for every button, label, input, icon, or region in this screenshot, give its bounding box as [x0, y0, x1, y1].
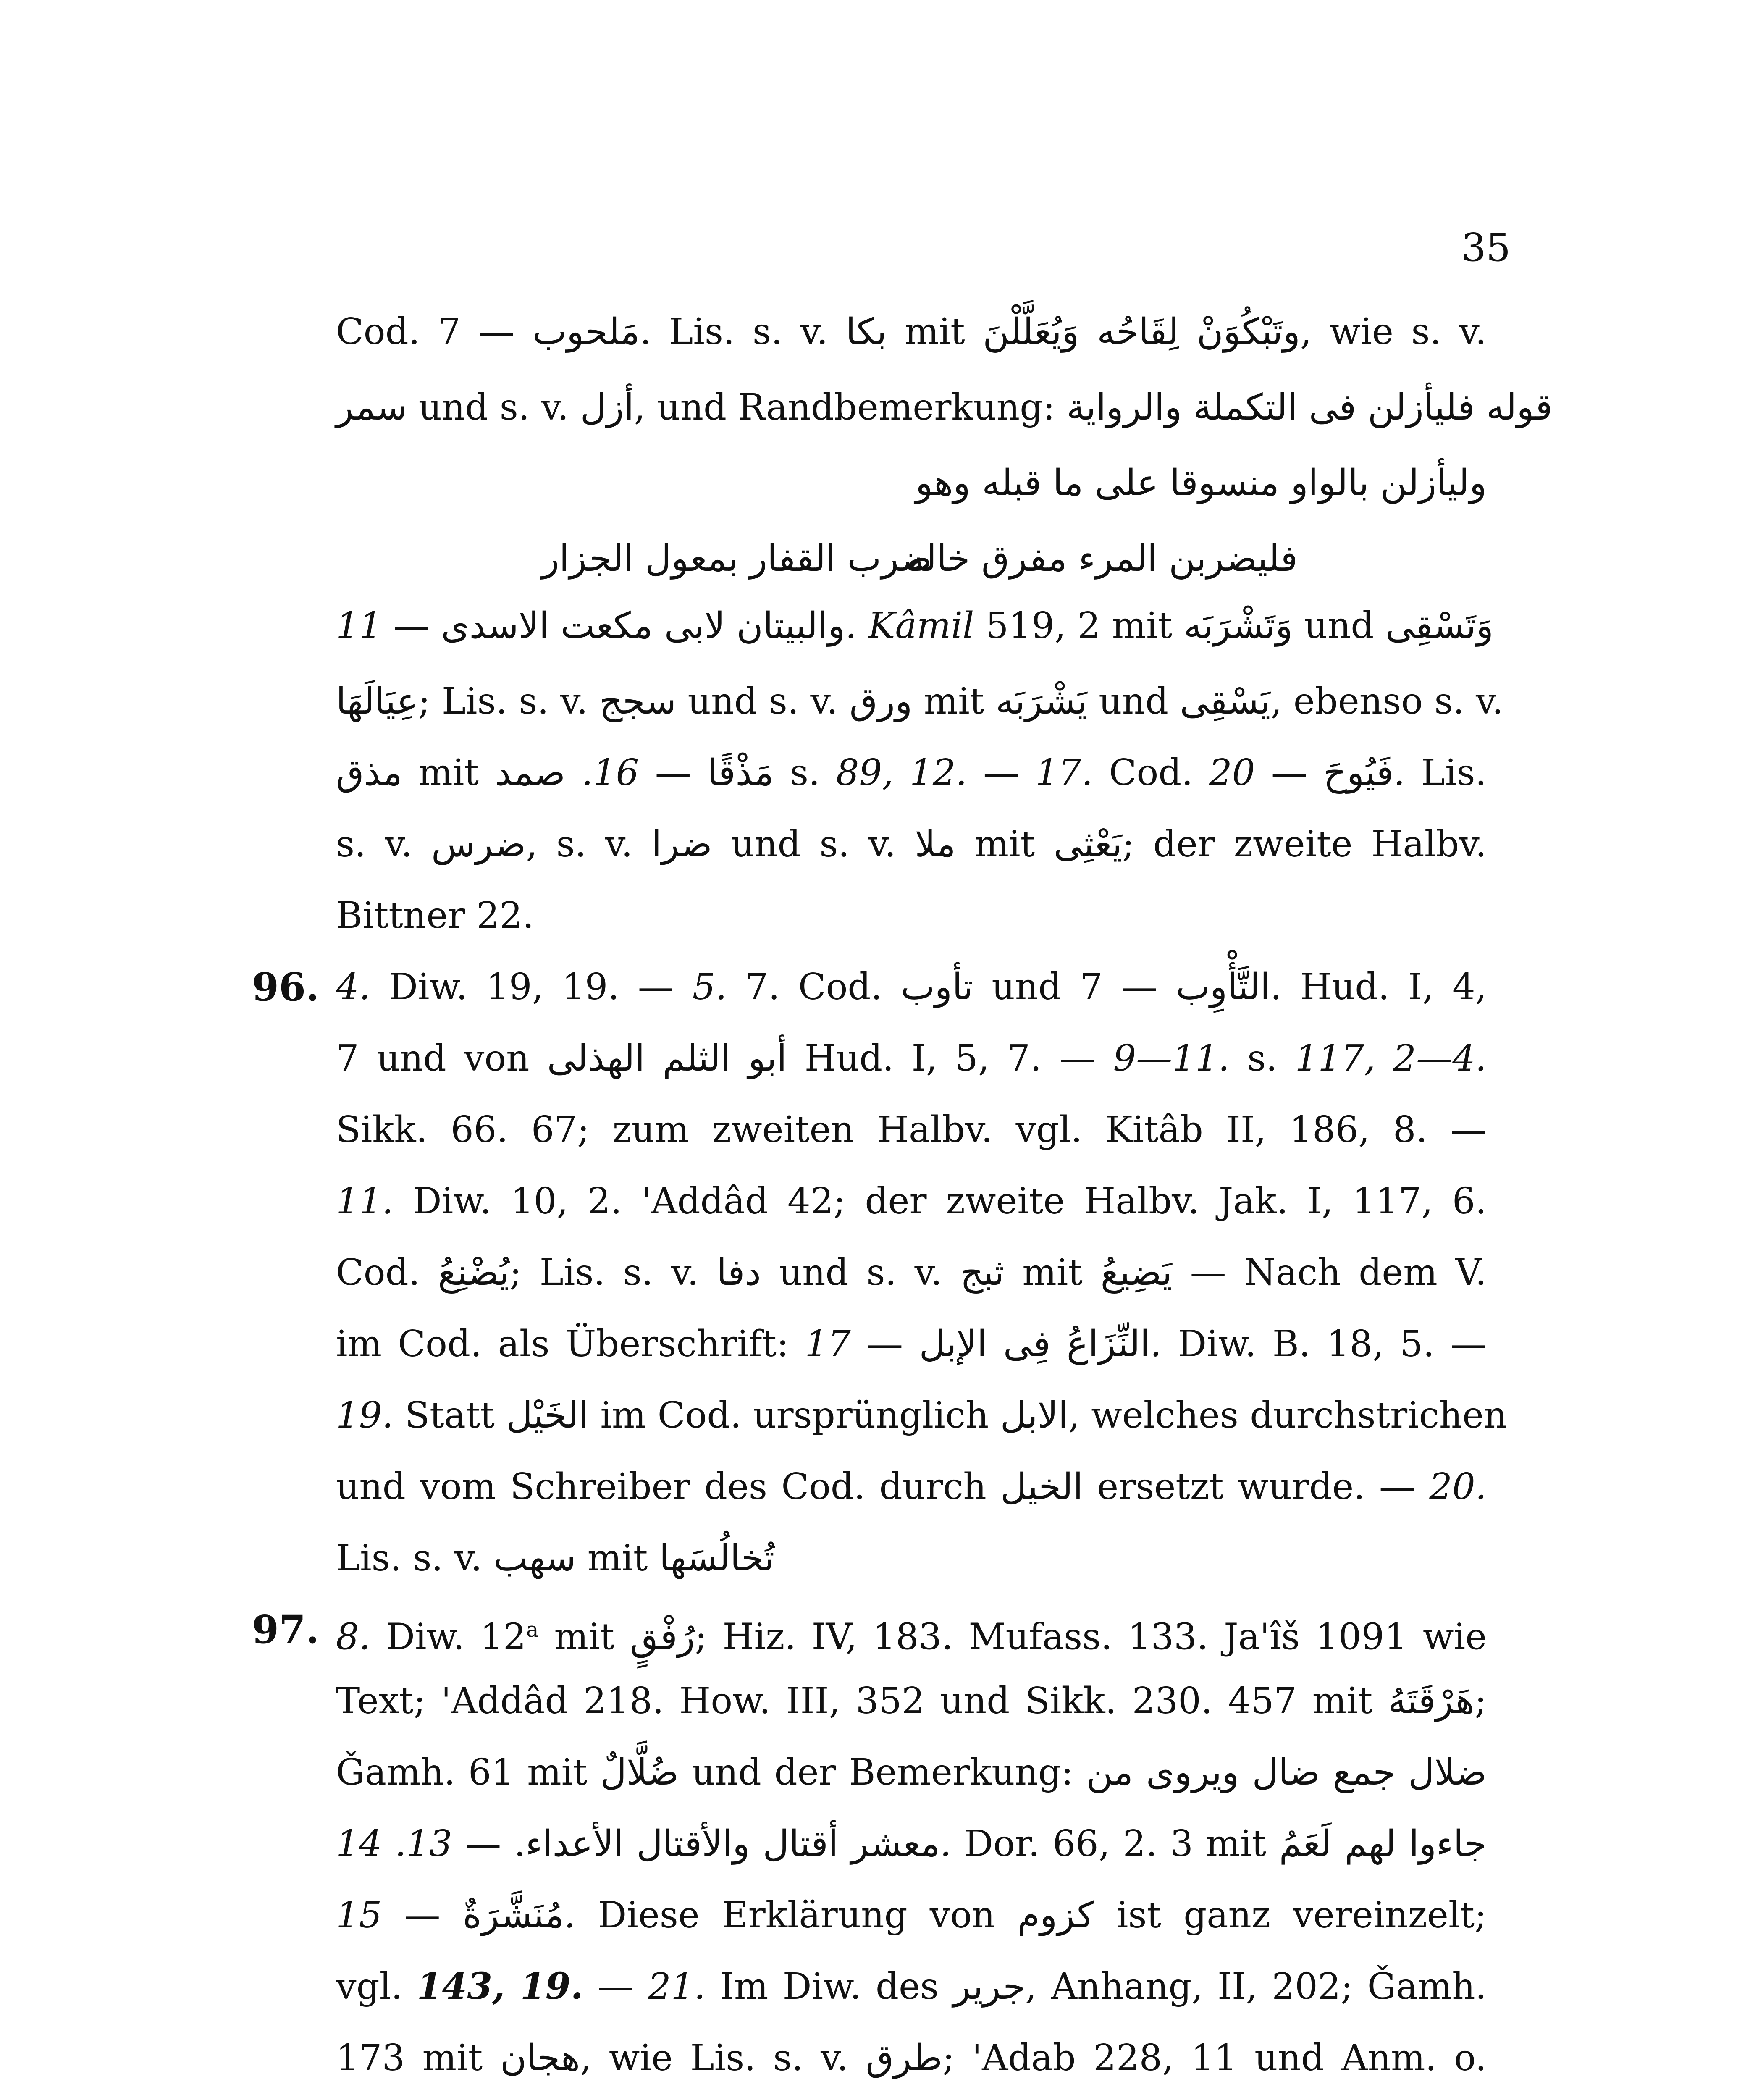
arabic-text: أزل	[580, 386, 634, 428]
arabic-text: يَشْرَبَه	[995, 680, 1087, 722]
arabic-text: ثبج	[960, 1252, 1005, 1294]
text-line-9	[336, 895, 1487, 937]
text: und s. v.	[676, 680, 850, 722]
text: s.	[1229, 1037, 1295, 1079]
text: 519, 2 mit	[974, 605, 1184, 647]
arabic-text: الابل	[1000, 1394, 1068, 1436]
text: ; 'Adab 228, 11 und Anm. o.	[942, 2037, 1487, 2079]
text: , wie s. v.	[1300, 311, 1487, 353]
arabic-text: وتَبْكُوَنْ لِقَاحُه وَيُعَلَّلْنَ	[983, 311, 1301, 353]
text-line-8	[336, 823, 1487, 865]
line-ref: 20.	[1429, 1466, 1487, 1508]
text: , ebenso s. v.	[1270, 680, 1503, 722]
text: Hud. I, 5, 7. —	[787, 1037, 1113, 1079]
text: —	[382, 1894, 463, 1936]
text: Cod.	[1093, 752, 1210, 794]
text-line-13	[336, 1180, 1487, 1222]
arabic-text: تُخالُسَها	[659, 1537, 775, 1579]
text: s. v.	[336, 823, 431, 865]
arabic-text: سمر	[336, 386, 407, 428]
text: Sikk. 66. 67; zum zweiten Halbv. vgl. Kitâb II, 186, 8. —	[336, 1109, 1487, 1151]
text: , Anhang, II, 202; Ǧamh.	[1025, 1966, 1487, 2008]
section-97-number: 97.	[252, 1607, 320, 1652]
arabic-text: ورق	[849, 680, 913, 722]
text: mit	[538, 1616, 630, 1658]
text: .	[514, 1823, 526, 1865]
text: Lis. s. v.	[336, 1537, 494, 1579]
text: Statt	[393, 1394, 506, 1436]
arabic-text: صمد	[495, 752, 566, 794]
text: s.	[774, 752, 836, 794]
arabic-text: أبو الثلم الهذلى	[547, 1037, 787, 1079]
arabic-text: مذق	[336, 752, 402, 794]
text-line-15	[336, 1323, 1487, 1365]
text: Diw. 12	[370, 1616, 526, 1658]
text: ; der zweite Halbv.	[1122, 823, 1487, 865]
line-ref: 143, 19.	[417, 1965, 583, 2008]
text-line-6	[336, 680, 1503, 722]
line-ref: 89, 12.	[836, 752, 967, 794]
arabic-text: وَتَسْقِى	[1385, 605, 1494, 647]
arabic-text: ضرا	[651, 823, 712, 865]
text: Im Diw. des	[705, 1966, 953, 2008]
arabic-text: مُنَشَّرَةٌ	[462, 1894, 564, 1936]
text: 7. Cod.	[727, 966, 901, 1008]
text: , welches durchstrichen	[1068, 1394, 1507, 1436]
text-line-20	[336, 1680, 1487, 1722]
text: ;	[1475, 1680, 1487, 1722]
arabic-text: سهب	[493, 1537, 576, 1579]
text: und	[1293, 605, 1385, 647]
arabic-text: الخيل	[1000, 1466, 1083, 1508]
text: im Cod. ursprünglich	[589, 1394, 1000, 1436]
arabic-text: ضرس	[431, 823, 526, 865]
text-line-21	[336, 1751, 1487, 1793]
text: —	[382, 605, 441, 647]
text: ersetzt wurde. —	[1083, 1466, 1430, 1508]
text-line-24	[336, 1966, 1487, 2008]
text: , und Randbemerkung:	[634, 386, 1067, 428]
line-ref: 16.	[581, 752, 639, 794]
text: und s. v.	[712, 823, 915, 865]
arabic-text: هَرْقَتَهُ	[1388, 1680, 1475, 1722]
text: mit	[912, 680, 996, 722]
line-ref: 8.	[336, 1616, 371, 1658]
text: 173 mit	[336, 2037, 500, 2079]
text-line-11	[336, 1037, 1487, 1079]
text: Ǧamh. 61 mit	[336, 1751, 601, 1793]
text: , s. v.	[526, 823, 652, 865]
arabic-text: رُفْقٍ	[630, 1616, 695, 1658]
arabic-text: دفا	[716, 1252, 761, 1294]
line-ref: 4.	[336, 966, 371, 1008]
text: —	[1255, 752, 1324, 794]
text: , wie Lis. s. v.	[580, 2037, 866, 2079]
arabic-text: طرق	[866, 2037, 942, 2079]
arabic-hemistich-1: فليضربن المرء مفرق خاله	[906, 538, 1298, 580]
text: Bittner 22.	[336, 895, 534, 937]
arabic-text: ضُلَّالٌ	[600, 1751, 679, 1793]
text: Lis.	[1405, 752, 1487, 794]
arabic-text: معشر أقتال والأقتال الأعداء	[525, 1823, 940, 1865]
superscript: a	[526, 1617, 539, 1642]
text-line-14	[336, 1252, 1487, 1294]
text-line-10	[336, 966, 1487, 1008]
line-ref: 11.	[336, 1180, 394, 1222]
line-ref: 17.	[805, 1323, 1162, 1365]
text: — 7. Hud. I, 4,	[1080, 966, 1487, 1008]
arabic-text: ضلال جمع ضال ويروى من	[1086, 1751, 1487, 1793]
text: mit	[402, 752, 495, 794]
text: Cod.	[336, 311, 438, 353]
text: — 7. Lis. s. v.	[438, 311, 846, 353]
page-number: 35	[1461, 225, 1511, 270]
text: —	[639, 752, 708, 794]
text: Cod.	[336, 1252, 438, 1294]
arabic-hemistich-2: ضرب القفار بمعول الجزار	[542, 538, 932, 580]
text-line-22	[336, 1823, 1487, 1865]
line-ref: 20.	[1209, 752, 1405, 794]
text: ; Lis. s. v.	[418, 680, 600, 722]
line-ref: 17.	[1035, 752, 1093, 794]
text: ist ganz vereinzelt;	[1094, 1894, 1487, 1936]
text-line-17	[336, 1466, 1487, 1508]
line-ref: 13. 14.	[336, 1823, 952, 1865]
text: Dor.	[951, 1823, 1053, 1865]
text-line-18	[336, 1537, 1487, 1579]
text: und	[1087, 680, 1180, 722]
arabic-text: النِّزَاعُ فِى الإبل	[919, 1323, 1150, 1365]
text: ; Hiz. IV, 183. Mufass. 133. Ja'îš 1091 wie	[695, 1616, 1487, 1658]
text-line-2	[336, 386, 1553, 428]
line-ref: 15.	[336, 1894, 576, 1936]
arabic-text: جاءوا لهم لَعَمُ	[1279, 1823, 1487, 1865]
text: —	[583, 1966, 648, 2008]
line-ref: 21.	[648, 1966, 706, 2008]
text: und	[973, 966, 1080, 1008]
arabic-text: ملا	[915, 823, 956, 865]
line-ref: 9—11.	[1113, 1037, 1230, 1079]
arabic-text: وَتَشْرَبَه	[1183, 605, 1293, 647]
arabic-text: يُضْنِعُ	[438, 1252, 509, 1294]
text: —	[850, 1323, 919, 1365]
arabic-text: سجج	[599, 680, 677, 722]
arabic-text: الخَيْل	[506, 1394, 589, 1436]
text	[565, 752, 581, 794]
text-line-23	[336, 1894, 1487, 1936]
arabic-text: يَعْثِى	[1054, 823, 1123, 865]
arabic-text: يَسْقِى	[1180, 680, 1271, 722]
text: mit	[576, 1537, 659, 1579]
section-96-number: 96.	[252, 964, 320, 1010]
text: —	[967, 752, 1036, 794]
text: 7 und von	[336, 1037, 547, 1079]
arabic-text: بكا	[845, 311, 887, 353]
text: mit	[1193, 1823, 1279, 1865]
text-line-12	[336, 1109, 1487, 1151]
text-line-16	[336, 1394, 1507, 1436]
arabic-text: مَلحوب	[533, 311, 640, 353]
text: Diw. 10, 2. 'Addâd 42; der zweite Halbv. Jak. I, 117, 6.	[393, 1180, 1487, 1222]
line-ref: 117, 2—4.	[1295, 1037, 1487, 1079]
arabic-text: جرير	[953, 1966, 1026, 2008]
arabic-text: قوله فليأزلن فى التكملة والرواية	[1066, 386, 1553, 428]
arabic-text: وليأزلن بالواو منسوقا على ما قبله وهو	[915, 462, 1487, 504]
text: und s. v.	[407, 386, 580, 428]
text-line-19	[336, 1609, 1487, 1658]
text-line-7	[336, 752, 1487, 794]
arabic-text: والبيتان لابى مكعت الاسدى	[441, 605, 845, 647]
text-line-3	[336, 462, 1487, 504]
text: ; Lis. s. v.	[509, 1252, 717, 1294]
line-ref: 5.	[692, 966, 727, 1008]
text-line-1	[336, 311, 1487, 353]
text: und s. v.	[761, 1252, 960, 1294]
text: und der Bemerkung:	[679, 1751, 1086, 1793]
arabic-text: كزوم	[1017, 1894, 1094, 1936]
text: Diw. 19, 19. —	[370, 966, 693, 1008]
arabic-text: يَضِيعُ	[1100, 1252, 1172, 1294]
text: —	[452, 1823, 514, 1865]
text: Diw. B. 18, 5. —	[1161, 1323, 1487, 1365]
arabic-text: مَذْقًا	[707, 752, 774, 794]
text: mit	[887, 311, 983, 353]
text: im Cod. als Überschrift:	[336, 1323, 805, 1365]
text: 66, 2. 3	[1052, 1823, 1193, 1865]
arabic-text: عِيَالَهَا	[336, 680, 418, 722]
arabic-text: هجان	[500, 2037, 580, 2079]
text: mit	[955, 823, 1054, 865]
text: mit	[1004, 1252, 1101, 1294]
arabic-text: فَيُوحَ	[1323, 752, 1394, 794]
text: — Nach dem V.	[1172, 1252, 1487, 1294]
text: Text; 'Addâd 218. How. III, 352 und Sikk. 230. 457 mit	[336, 1680, 1388, 1722]
text: Diese Erklärung von	[575, 1894, 1018, 1936]
arabic-text: التَّأْوِب	[1175, 966, 1270, 1008]
line-ref: 19.	[336, 1394, 394, 1436]
line-ref: 11. Kâmil	[336, 605, 974, 647]
text-line-25	[336, 2037, 1487, 2079]
text: vgl.	[336, 1966, 417, 2008]
text-line-5	[336, 605, 1494, 647]
text: und vom Schreiber des Cod. durch	[336, 1466, 1001, 1508]
arabic-text: تأوب	[900, 966, 973, 1008]
